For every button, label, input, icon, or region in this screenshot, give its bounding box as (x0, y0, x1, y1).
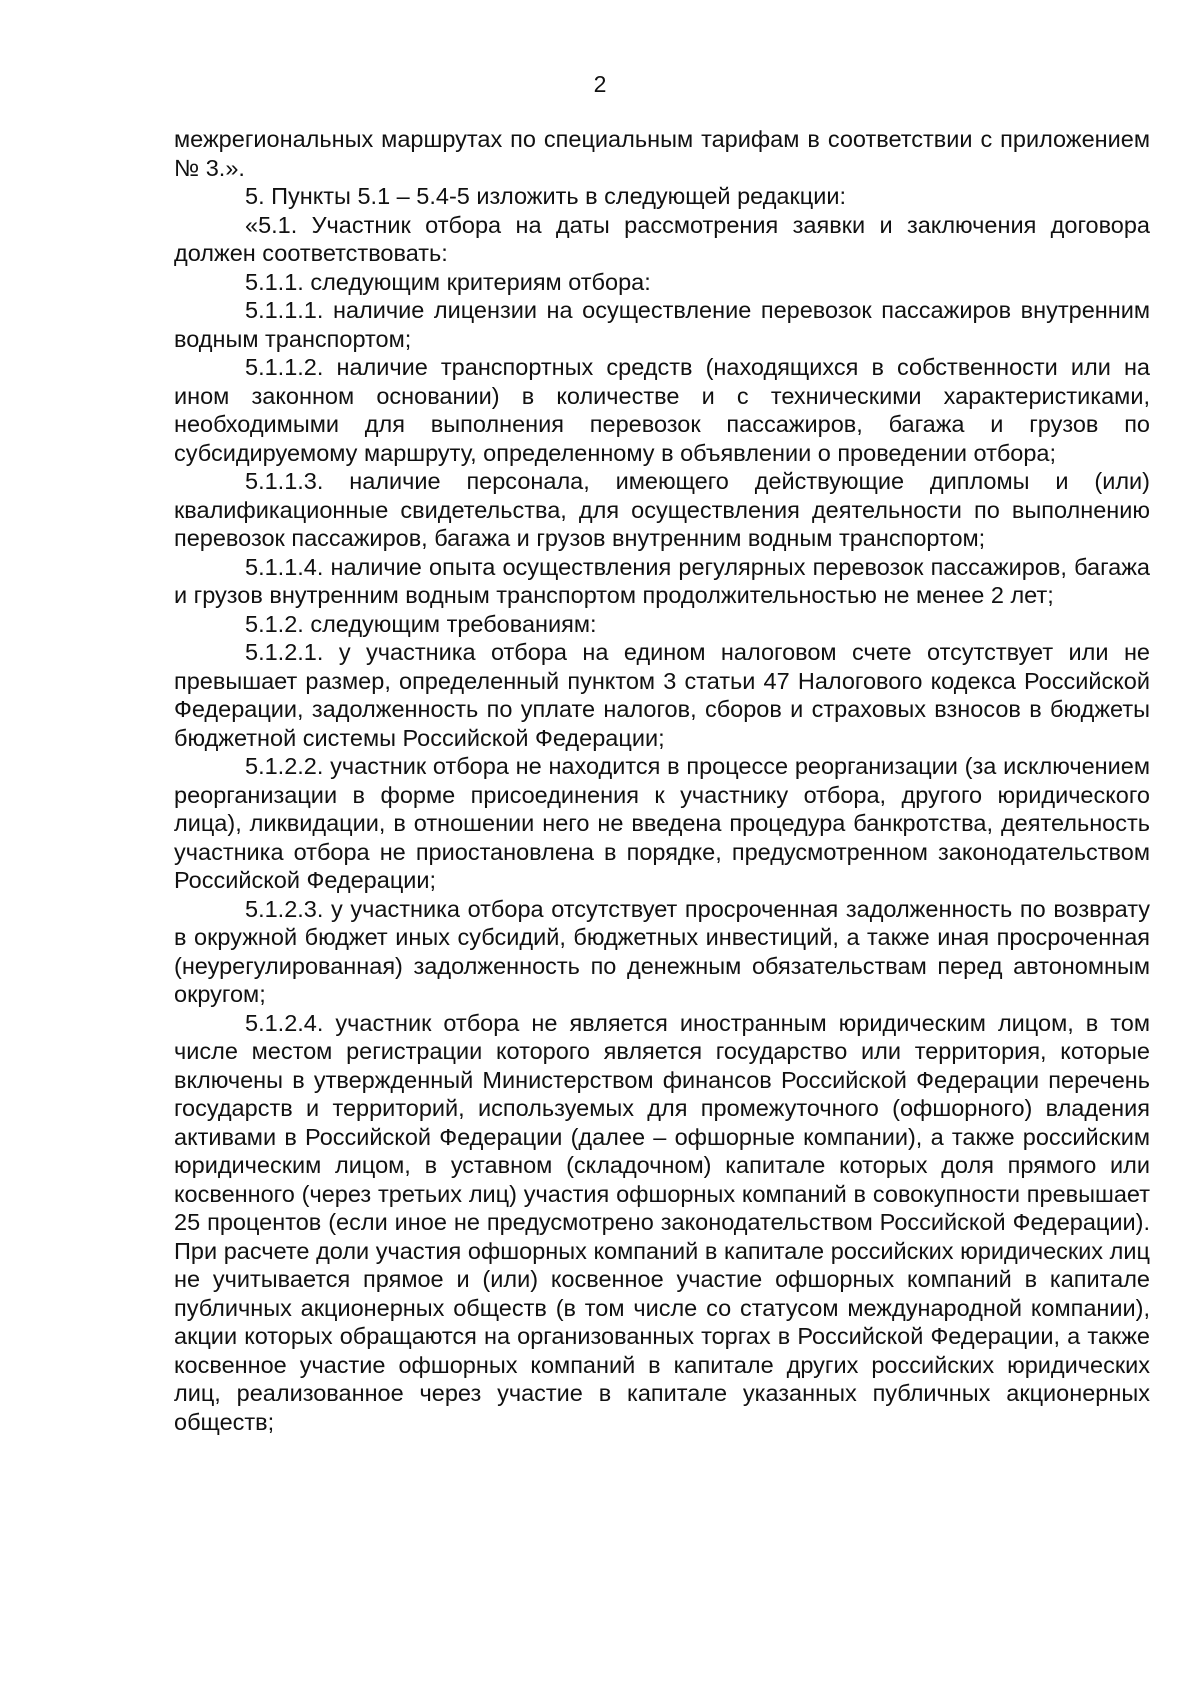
paragraph-5-1-1-4: 5.1.1.4. наличие опыта осуществления регулярных перевозок пассажиров, багажа и грузов внутренним водным транспортом продолжительностью не менее 2 лет; (174, 553, 1150, 608)
document-body (174, 125, 1150, 1436)
page-number: 2 (593, 71, 607, 97)
paragraph-5-1-1-2: 5.1.1.2. наличие транспортных средств (находящихся в собственности или на ином законном основании) в количестве и с техническими характеристиками, необходимыми для выполнения перевозок пассажиров, багажа и грузов по субсидируемому маршруту, определенному в объявлении о проведении отбора; (174, 354, 1150, 466)
paragraph-5-1-2-2: 5.1.2.2. участник отбора не находится в процессе реорганизации (за исключением реорганизации в форме присоединения к участнику отбора, другого юридического лица), ликвидации, в отношении него не введена процедура банкротства, деятельность участника отбора не приостановлена в порядке, предусмотренном законодательством Российской Федерации; (174, 753, 1150, 893)
paragraph-item-5: 5. Пункты 5.1 – 5.4-5 изложить в следующей редакции: (245, 183, 847, 209)
paragraph-5-1: «5.1. Участник отбора на даты рассмотрения заявки и заключения договора должен соответствовать: (174, 211, 1150, 266)
paragraph-5-1-1: 5.1.1. следующим критериям отбора: (245, 268, 651, 295)
paragraph-5-1-2-1: 5.1.2.1. у участника отбора на едином налоговом счете отсутствует или не превышает размер, определенный пунктом 3 статьи 47 Налогового кодекса Российской Федерации, задолженность по уплате налогов, сборов и страховых взносов в бюджеты бюджетной системы Российской Федерации; (174, 639, 1150, 751)
paragraph-5-1-2-4: 5.1.2.4. участник отбора не является иностранным юридическим лицом, в том числе местом регистрации которого является государство или территория, которые включены в утвержденный Министерством финансов Российской Федерации перечень государств и территорий, используемых для промежуточного (офшорного) владения активами в Российской Федерации (далее – офшорные компании), а также российским юридическим лицом, в уставном (складочном) капитале которых доля прямого или косвенного (через третьих лиц) участия офшорных компаний в совокупности превышает 25 процентов (если иное не предусмотрено законодательством Российской Федерации). При расчете доли участия офшорных компаний в капитале российских юридических лиц не учитывается прямое и (или) косвенное участие офшорных компаний в капитале публичных акционерных обществ (в том числе со статусом международной компании), акции которых обращаются на организованных торгах в Российской Федерации, а также косвенное участие офшорных компаний в капитале других российских юридических лиц, реализованное через участие в капитале указанных публичных акционерных обществ; (174, 1009, 1150, 1435)
paragraph-5-1-1-1: 5.1.1.1. наличие лицензии на осуществление перевозок пассажиров внутренним водным транспортом; (174, 297, 1150, 352)
paragraph-5-1-2: 5.1.2. следующим требованиям: (245, 610, 597, 637)
paragraph-5-1-1-3: 5.1.1.3. наличие персонала, имеющего действующие дипломы и (или) квалификационные свидетельства, для осуществления деятельности по выполнению перевозок пассажиров, багажа и грузов внутренним водным транспортом; (174, 468, 1150, 551)
paragraph-5-1-2-3: 5.1.2.3. у участника отбора отсутствует просроченная задолженность по возврату в окружной бюджет иных субсидий, бюджетных инвестиций, а также иная просроченная (неурегулированная) задолженность по денежным обязательствам перед автономным округом; (174, 895, 1150, 1007)
paragraph-continuation: межрегиональных маршрутах по специальным тарифам в соответствии с приложением № 3.». (174, 126, 1150, 181)
